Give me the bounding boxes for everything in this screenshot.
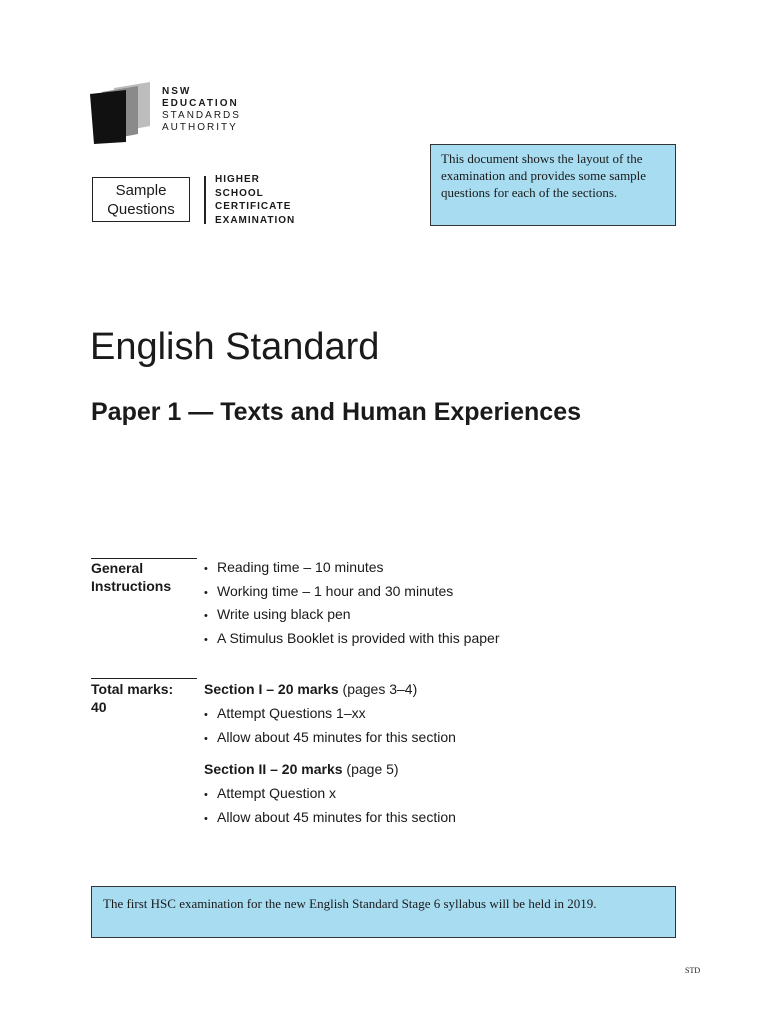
list-item: • Write using black pen	[204, 604, 499, 628]
hsc-line-school: SCHOOL	[215, 187, 264, 199]
layout-note-box: This document shows the layout of the examination and provides some sample questions for each of the sections.	[430, 144, 676, 226]
page-subtitle: Paper 1 — Texts and Human Experiences	[91, 398, 582, 426]
list-item: • Working time – 1 hour and 30 minutes	[204, 581, 499, 605]
list-item: • Attempt Question x	[204, 783, 456, 807]
syllabus-note-box: The first HSC examination for the new English Standard Stage 6 syllabus will be held in 2019.	[91, 886, 676, 938]
footer-code: STD	[685, 966, 701, 975]
section-1-list	[204, 703, 456, 750]
general-instructions-list	[204, 557, 499, 651]
list-item: • Allow about 45 minutes for this section	[204, 807, 456, 831]
list-item: • Reading time – 10 minutes	[204, 557, 499, 581]
sample-questions-badge	[92, 177, 190, 222]
logo-line-nsw: NSW	[162, 86, 192, 97]
logo-line-standards: STANDARDS	[162, 110, 241, 121]
list-item: • Allow about 45 minutes for this section	[204, 727, 456, 751]
logo-line-authority: AUTHORITY	[162, 122, 238, 133]
section-2-title: Section II – 20 marks	[204, 761, 343, 777]
total-marks-value: 40	[91, 699, 107, 715]
nesa-logo-icon	[90, 82, 154, 148]
sample-line-2: Questions	[107, 200, 175, 218]
list-item: • Attempt Questions 1–xx	[204, 703, 456, 727]
section-2-pages: (page 5)	[346, 761, 399, 777]
section-1-title: Section I – 20 marks	[204, 681, 339, 697]
section-1-heading	[204, 681, 417, 697]
hsc-label	[215, 173, 295, 227]
hsc-line-higher: HIGHER	[215, 174, 260, 185]
total-marks-rule	[91, 678, 197, 679]
page-title: English Standard	[90, 326, 380, 368]
logo-line-education: EDUCATION	[162, 98, 239, 109]
general-label-line-1: General	[91, 560, 144, 576]
hsc-divider	[204, 176, 206, 224]
list-item: • A Stimulus Booklet is provided with this paper	[204, 628, 499, 652]
section-2-heading	[204, 761, 399, 777]
hsc-line-certificate: CERTIFICATE	[215, 201, 292, 212]
section-2-list	[204, 783, 456, 830]
total-marks-line-1: Total marks:	[91, 681, 174, 697]
total-marks-label	[91, 680, 173, 716]
sample-line-1: Sample	[115, 181, 167, 199]
general-instructions-label	[91, 559, 171, 595]
nesa-logo-text	[162, 86, 241, 134]
hsc-line-examination: EXAMINATION	[215, 214, 296, 226]
general-label-line-2: Instructions	[91, 578, 172, 594]
section-1-pages: (pages 3–4)	[342, 681, 418, 697]
nesa-logo	[90, 82, 250, 148]
